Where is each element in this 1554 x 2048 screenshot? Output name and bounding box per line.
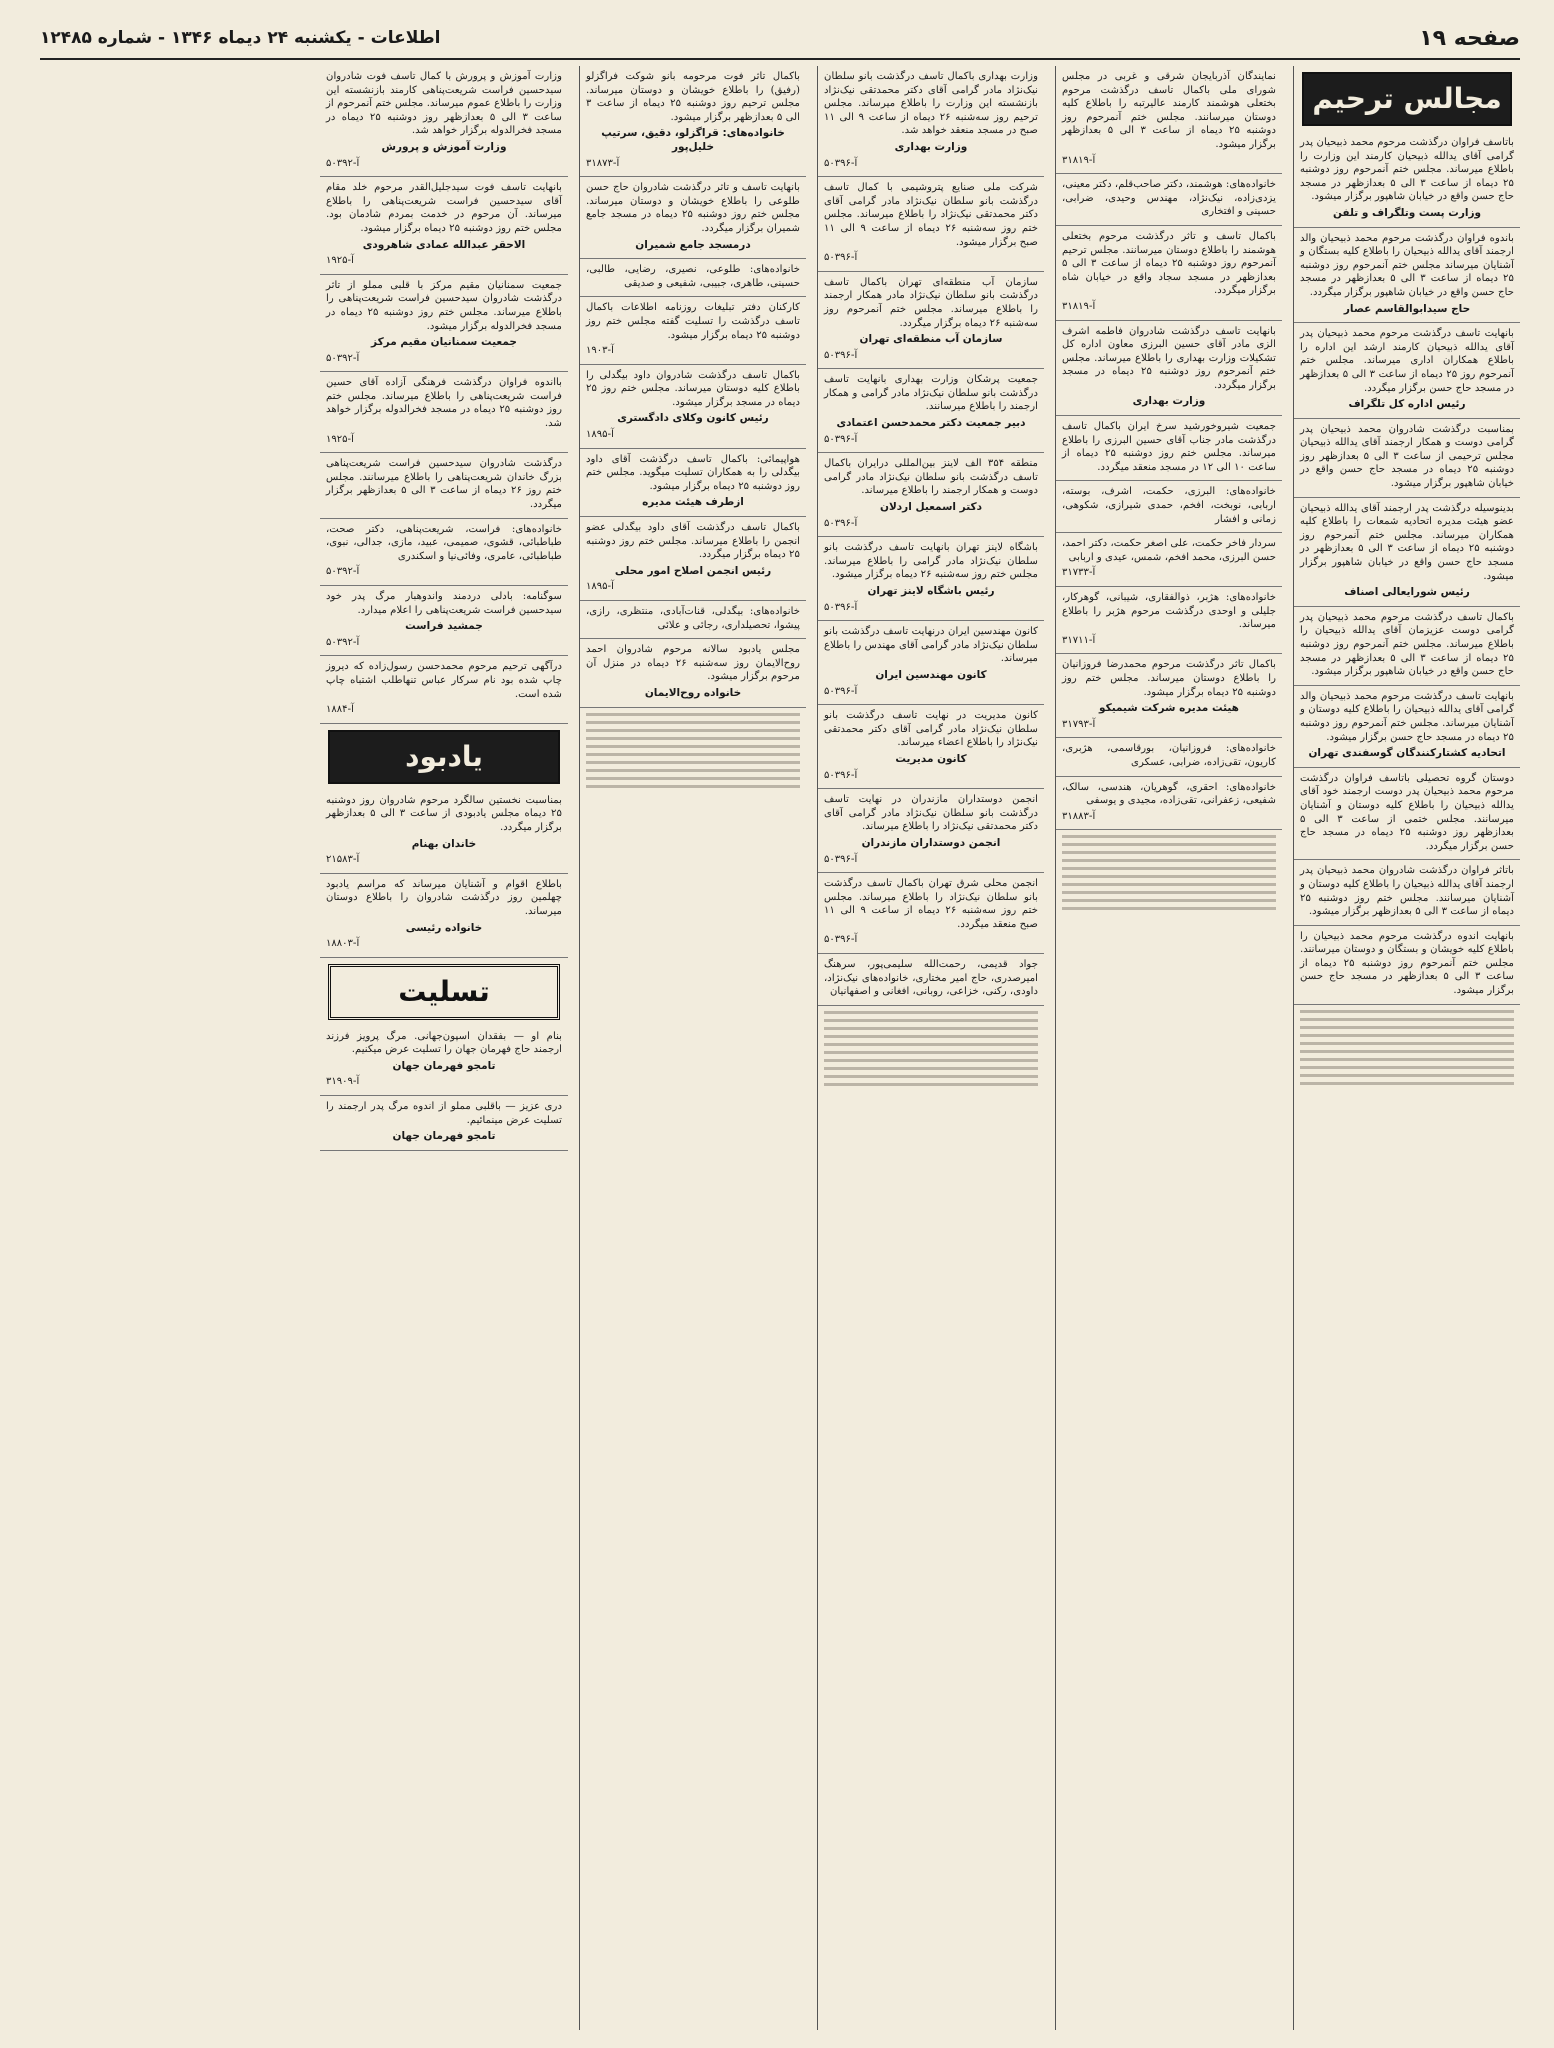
notice: [1294, 686, 1520, 768]
notice-text: خانواده‌های: بیگدلی، قنات‌آبادی، منتظری، رازی، پیشوا، تحصیلداری، رجائی و علائی: [586, 606, 800, 631]
notice-ad-code: آ-۳۱۷۹۳: [1062, 718, 1096, 730]
notice-text: درگذشت شادروان سیدحسین فراست شریعت‌پناهی بزرگ خاندان شریعت‌پناهی را باطلاع میرسانند. مجلس ختم روز ۲۶ دیماه از ساعت ۳ الی ۵ بعدازظهر برگزار میگردد.: [326, 458, 562, 511]
notice-signature: جمشید فراست: [405, 620, 483, 633]
paper-date-line: اطلاعات - یکشنبه ۲۴ دیماه ۱۳۴۶ - شماره ۱۲۴۸۵: [40, 28, 441, 48]
notice: [818, 537, 1044, 621]
notice: [818, 873, 1044, 954]
notice-signature: تامجو فهرمان جهان: [392, 1130, 496, 1143]
notice-text: درآگهی ترحیم مرحوم محمدحسن رسول‌زاده که دیروز چاپ شده بود نام سرکار عباس تنهاطلب اشتباه چاپ شده است.: [326, 661, 562, 700]
notice-signature: هیئت مدیره شرکت شیمیکو: [1099, 702, 1239, 715]
notice: [1056, 321, 1282, 417]
column-2-notices: [1056, 66, 1282, 830]
notice-signature: خانواده رئیسی: [405, 921, 483, 934]
notice: [1056, 654, 1282, 738]
notice-text: بمناسبت درگذشت شادروان محمد ذبیحیان پدر گرامی دوست و همکار ارجمند آقای یدالله ذبیحیان مجلس ترحیمی از ساعت ۳ الی ۵ بعدازظهر روز دوشنبه ۲۵ دیماه در مسجد حاج حسن واقع در خیابان شاهپور برگزار میشود.: [1300, 423, 1515, 490]
notice-text: انجمن محلی شرق تهران باکمال تاسف درگذشت بانو سلطان نیک‌نژاد را باطلاع میرساند. مجلس ختم روز سه‌شنبه ۲۶ دیماه از ساعت ۹ الی ۱۱ صبح منعقد میگردد.: [824, 878, 1038, 930]
notice-ad-code: آ-۳۱۹۰۹: [326, 1076, 360, 1088]
notice-text: وزارت آموزش و پرورش با کمال تاسف فوت شادروان سیدحسین فراست شریعت‌پناهی کارمند بازنشسته این وزارت را باطلاع عموم میرساند. مجلس ختم آنمرحوم از ساعت ۳ الی ۵ بعدازظهر روز دوشنبه ۲۵ دیماه در مسجد فخرالدوله برگزار خواهد شد.: [326, 71, 563, 137]
notice-text: باکمال تاسف درگذشت آقای داود بیگدلی عضو انجمن را باطلاع میرساند. مجلس ختم روز دوشنبه ۲۵ دیماه برگزار میگردد.: [586, 522, 800, 561]
notice-text: کانون مهندسین ایران درنهایت تاسف درگذشت بانو سلطان نیک‌نژاد مادر گرامی آقای مهندس را باطلاع میرساند.: [824, 626, 1038, 665]
notice: [1056, 777, 1282, 831]
notice-text: بانهایت تاسف درگذشت مرحوم محمد ذبیحیان والد گرامی آقای یدالله ذبیحیان را باطلاع کلیه دوستان و آشنایان میرساند. مجلس ختم آنمرحوم روز دوشنبه ۲۵ دیماه در مسجد حاج حسن برگزار میشود.: [1300, 690, 1514, 743]
notice-ad-code: آ-۵۰۳۹۶: [824, 853, 858, 865]
notice: [580, 517, 806, 601]
notice-signature: دکتر اسمعیل اردلان: [880, 501, 982, 514]
notice-text: جواد قدیمی، رحمت‌الله سلیمی‌پور، سرهنگ امیرصدری، حاج امیر مختاری، خانواده‌های نیک‌نژاد، داودی، رکنی، خزاعی، روبانی، افغانی و اصفهانیان: [824, 959, 1038, 998]
notice-text: جمعیت پرشکان وزارت بهداری بانهایت تاسف درگذشت بانو سلطان نیک‌نژاد مادر گرامی و همکار ارجمند را باطلاع میرسانند.: [824, 374, 1038, 413]
notice-signature: وزارت بهداری: [1132, 395, 1206, 408]
notice: [320, 1096, 568, 1151]
notice-text: بدینوسیله درگذشت پدر ارجمند آقای یدالله ذبیحیان عضو هیئت مدیره اتحادیه شمعات را باطلاع کلیه همکاران میرساند. مجلس ختم آنمرحوم روز دوشنبه ۲۵ دیماه از ساعت ۳ الی ۵ بعدازظهر در مسجد حاج حسن واقع در خیابان شاهپور برگزار میشود.: [1300, 502, 1515, 582]
notice-text: کانون مدیریت در نهایت تاسف درگذشت بانو سلطان نیک‌نژاد مادر گرامی آقای دکتر محمدتقی نیک‌نژاد را باطلاع اعضاء میرساند.: [824, 710, 1038, 749]
notice-text: سوگنامه: بادلی دردمند واندوهبار مرگ پدر خود سیدحسین فراست شریعت‌پناهی را اعلام میدارد.: [326, 591, 562, 616]
notice-text: باتاثر فراوان درگذشت شادروان محمد ذبیحیان پدر ارجمند آقای یدالله ذبیحیان را باطلاع کلیه دوستان و آشنایان میرسانند. مجلس ختم روز دوشنبه ۲۵ دیماه از ساعت ۳ الی ۵ بعدازظهر برگزار میشود.: [1300, 865, 1514, 918]
column-5: [320, 66, 568, 2030]
notice-text: بانهایت تاسف فوت سیدجلیل‌القدر مرحوم خلد مقام آقای سیدحسین فراست شریعت‌پناهی را باطلاع میرساند. آن مرحوم در خدمت بمردم شادمان بود. مجلس ختم روز دوشنبه ۲۵ دیماه برگزار میشود.: [326, 182, 562, 234]
notice-signature: خاندان بهنام: [411, 837, 477, 850]
notice-signature: دبیر جمعیت دکتر محمدحسن اعتمادی: [836, 417, 1026, 430]
notice-ad-code: آ-۱۹۰۳: [586, 345, 614, 357]
notice-ad-code: آ-۲۱۵۸۳: [326, 854, 360, 866]
notice-signature: رئیس شورایعالی اصناف: [1344, 586, 1470, 599]
notice: [320, 177, 568, 275]
column-1-notices: [1294, 132, 1520, 1005]
page-number: صفحه ۱۹: [1419, 25, 1520, 51]
notice-ad-code: آ-۵۰۳۹۶: [824, 685, 858, 697]
notice-signature: وزارت بهداری: [894, 140, 968, 153]
notice-text: دوستان گروه تحصیلی باتاسف فراوان درگذشت مرحوم محمد ذبیحیان پدر دوست ارجمند خود آقای یدالله ذبیحیان را باطلاع کلیه دوستان و آشنایان میرسانند. مجلس ختمی از ساعت ۳ الی ۵ بعدازظهر روز دوشنبه ۲۵ دیماه در مسجد حاج حسن برگزار میگردد.: [1300, 772, 1514, 852]
notice-text: دری عزیز — باقلبی مملو از اندوه مرگ پدر ارجمند را تسلیت عرض مینمائیم.: [326, 1101, 562, 1126]
columns-area: [40, 66, 1520, 2030]
notice-text: باشگاه لاینز تهران بانهایت تاسف درگذشت بانو سلطان نیک‌نژاد مادر گرامی را باطلاع میرساند. مجلس ختم روز سه‌شنبه ۲۶ دیماه برگزار میشود.: [824, 542, 1038, 581]
notice-text: بانهایت تاسف و تاثر درگذشت شادروان حاج حسن طلوعی را باطلاع خویشان و دوستان میرساند. مجلس ختم روز دوشنبه ۲۵ دیماه در مسجد جامع شمیران برگزار میگردد.: [586, 182, 800, 234]
notice-ad-code: آ-۵۰۳۹۲: [326, 636, 360, 648]
notice: [1056, 416, 1282, 481]
notice-signature: رئیس انجمن اصلاح امور محلی: [614, 564, 772, 577]
notice-ad-code: آ-۵۰۳۹۶: [824, 769, 858, 781]
notice: [818, 369, 1044, 453]
notice-text: بمناسبت نخستین سالگرد مرحوم شادروان روز دوشنبه ۲۵ دیماه مجلس یادبودی از ساعت ۳ الی ۵ بعدازظهر برگزار میگردد.: [326, 794, 562, 833]
notice: [320, 66, 568, 177]
notice: [818, 453, 1044, 537]
notice-text: باتاسف فراوان درگذشت مرحوم محمد ذبیحیان پدر گرامی آقای یدالله ذبیحیان کارمند این وزارت را باطلاع میرساند. مجلس ختم آنمرحوم روز دوشنبه ۲۵ دیماه از ساعت ۳ الی ۵ بعدازظهر در مسجد حاج حسن واقع در خیابان شاهپور برگزار میشود.: [1300, 137, 1514, 203]
notice-text: خانواده‌های: فراست، شریعت‌پناهی، دکتر صحت، طباطبائی، قشوی، صمیمی، عبید، مازی، جدالی، نبوی، طباطبائی، عامری، وفائی‌نیا و اسکندری: [326, 523, 562, 562]
notice-text: باکمال تاسف و تاثر درگذشت مرحوم بختعلی هوشمند را باطلاع دوستان میرسانند. مجلس ترحیم آنمرحوم روز دوشنبه ۲۵ دیماه از ساعت ۳ الی ۵ بعدازظهر در مسجد سجاد واقع در خیابان شاه برگزار میگردد.: [1062, 230, 1276, 297]
notice-text: انجمن دوستداران مازندران در نهایت تاسف درگذشت بانو سلطان نیک‌نژاد مادر گرامی آقای دکتر محمدتقی نیک‌نژاد را باطلاع میرساند.: [824, 794, 1038, 833]
notice: [1056, 533, 1282, 587]
notice: [580, 639, 806, 707]
notice: [1294, 926, 1520, 1005]
notice-text: خانواده‌های: طلوعی، نصیری، رضایی، طالبی، حسینی، طاهری، جبیبی، شفیعی و صدیقی: [586, 264, 800, 289]
notice-text: سازمان آب منطقه‌ای تهران باکمال تاسف درگذشت بانو سلطان نیک‌نژاد مادر همکار ارجمند را باطلاع میرساند. مجلس ختم آنمرحوم روز سه‌شنبه ۲۶ دیماه برگزار میگردد.: [824, 276, 1038, 329]
notice: [580, 601, 806, 639]
notice: [818, 66, 1044, 177]
notice-text: خانواده‌های: هژبر، ذوالفقاری، شیبانی، گوهرکار، جلیلی و اوحدی درگذشت مرحوم هژبر را باطلاع میرساند.: [1062, 592, 1276, 631]
notice-text: جمعیت شیروخورشید سرخ ایران باکمال تاسف درگذشت مادر جناب آقای حسین البرزی را باطلاع میرساند. مجلس ختم روز دوشنبه ۲۵ دیماه از ساعت ۱۰ الی ۱۲ در مسجد منعقد میگردد.: [1062, 421, 1276, 473]
notice: [1056, 226, 1282, 321]
notice: [320, 275, 568, 373]
notice-text: باکمال تاسف درگذشت شادروان داود بیگدلی را باطلاع کلیه دوستان میرساند. مجلس ختم روز ۲۵ دیماه در مسجد برگزار میشود.: [586, 369, 800, 408]
notice-signature: اتحادیه کشتارکنندگان گوسفندی تهران: [1308, 747, 1506, 760]
notice-ad-code: آ-۵۰۳۹۶: [824, 157, 858, 169]
notice-ad-code: آ-۳۱۸۱۹: [1062, 300, 1096, 312]
notice-text: باکمال تاثر فوت مرحومه بانو شوکت فراگزلو (رفیق) را باطلاع خویشان و دوستان میرساند. مجلس ترحیم روز دوشنبه ۲۵ دیماه از ساعت ۳ الی ۵ بعدازظهر برگزار میشود.: [586, 71, 800, 123]
notice: [320, 1026, 568, 1096]
notice-text: هواپیمائی: باکمال تاسف درگذشت آقای داود بیگدلی را به همکاران تسلیت میگوید. مجلس ختم روز دوشنبه ۲۵ دیماه برگزار میشود.: [586, 453, 800, 492]
notice: [580, 177, 806, 259]
notice-text: باکمال تاسف درگذشت مرحوم محمد ذبیحیان پدر گرامی دوست عزیزمان آقای یدالله ذبیحیان را باطلاع میرساند. مجلس ختم آنمرحوم روز دوشنبه ۲۵ دیماه از ساعت ۳ الی ۵ بعدازظهر در مسجد حاج حسن واقع در خیابان شاهپور برگزار میشود.: [1300, 611, 1514, 678]
section-banner-tasliat: تسلیت: [328, 964, 560, 1020]
notice: [320, 586, 568, 656]
notice-ad-code: آ-۵۰۳۹۶: [824, 349, 858, 361]
notice: [580, 449, 806, 517]
notice: [1056, 174, 1282, 226]
notice-ad-code: آ-۳۱۸۸۳: [1062, 810, 1096, 822]
notice-signature: تامجو فهرمان جهان: [392, 1059, 496, 1072]
notice-signature: کانون مهندسین ایران: [875, 668, 987, 681]
notice-signature: حاج سیدابوالقاسم عصار: [1343, 302, 1471, 315]
notice-text: باکمال تاثر درگذشت مرحوم محمدرضا فروزانیان را باطلاع دوستان میرساند. مجلس ختم روز دوشنبه ۲۵ دیماه برگزار میشود.: [1062, 659, 1276, 698]
column-3: [817, 66, 1044, 2030]
notice: [1294, 419, 1520, 498]
notice-signature: انجمن دوستداران مازندران: [861, 836, 1001, 849]
notice-signature: رئیس اداره کل تلگراف: [1348, 398, 1466, 411]
notice: [1056, 66, 1282, 174]
newspaper-page: [40, 18, 1520, 2030]
notice-text: بانهایت تاسف درگذشت شادروان فاطمه اشرف الزی مادر آقای حسین البرزی معاون اداره کل تشکیلات وزارت بهداری را باطلاع میرساند. مجلس ختم آنمرحوم روز دوشنبه ۲۵ دیماه در مسجد برگزار میگردد.: [1062, 325, 1276, 391]
notice: [818, 621, 1044, 705]
notice-text: خانواده‌های: البرزی، حکمت، اشرف، بوسته، اربابی، نوبخت، افخم، حمدی شیرازی، شکوهی، زمانی و افشار: [1062, 486, 1276, 525]
column-fill: [1062, 835, 1276, 910]
notice-signature: وزارت پست وتلگراف و تلفن: [1332, 206, 1482, 219]
notice: [1056, 587, 1282, 654]
notice: [320, 874, 568, 958]
notice-text: بانهایت تاسف درگذشت مرحوم محمد ذبیحیان پدر آقای یدالله ذبیحیان کارمند ارشد این اداره را باطلاع همکاران اداری میرساند. مجلس ختم آنمرحوم روز ۲۵ دیماه از ساعت ۳ الی ۵ بعدازظهر در مسجد حاج حسن برگزار میگردد.: [1300, 328, 1514, 394]
notice-signature: درمسجد جامع شمیران: [635, 238, 751, 251]
notice: [1294, 228, 1520, 324]
notice: [320, 372, 568, 453]
column-2: [1055, 66, 1282, 2030]
notice-ad-code: آ-۳۱۷۱۱: [1062, 634, 1096, 646]
notice-text: وزارت بهداری باکمال تاسف درگذشت بانو سلطان نیک‌نژاد مادر گرامی آقای دکتر محمدتقی نیک‌نژاد بازنشسته این وزارت را باطلاع میرساند. مجلس ترحیم روز سه‌شنبه ۲۶ دیماه از ساعت ۹ الی ۱۱ صبح در مسجد منعقد خواهد شد.: [824, 71, 1038, 137]
notice-text: نمایندگان آذربایجان شرقی و غربی در مجلس شورای ملی باکمال تاسف درگذشت مرحوم بختعلی هوشمند کارمند عالیرتبه را باطلاع کلیه دوستان میرسانند. مجلس ختم آنمرحوم روز دوشنبه ۲۵ دیماه از ساعت ۳ الی ۵ بعدازظهر برگزار میشود.: [1062, 71, 1277, 150]
notice-signature: ازطرف هیئت مدیره: [642, 496, 744, 509]
notice-text: بااندوه فراوان درگذشت فرهنگی آزاده آقای حسین فراست شریعت‌پناهی را باطلاع میرساند. مجلس ختم روز دوشنبه ۲۵ دیماه در مسجد فخرالدوله برگزار خواهد شد.: [326, 377, 562, 430]
column-fill: [586, 713, 800, 788]
notice: [580, 297, 806, 364]
notice: [1056, 738, 1282, 776]
notice-text: شرکت ملی صنایع پتروشیمی با کمال تاسف درگذشت بانو سلطان نیک‌نژاد مادر گرامی آقای دکتر محمدتقی نیک‌نژاد را باطلاع میرساند. مجلس ختم روز سه‌شنبه ۲۶ دیماه از ساعت ۹ الی ۱۱ صبح برگزار میشود.: [824, 182, 1038, 248]
notice: [1294, 607, 1520, 686]
notice-text: سردار فاخر حکمت، علی اصغر حکمت، دکتر احمد، حسن البرزی، محمد افخم، شمس، عیدی و اربابی: [1062, 538, 1276, 563]
notice-signature: جمعیت سمنانیان مقیم مرکز: [371, 336, 517, 349]
notice-text: مجلس یادبود سالانه مرحوم شادروان احمد روح‌الایمان روز سه‌شنبه ۲۶ دیماه در منزل آن مرحوم برگزار میشود.: [586, 644, 801, 683]
notice-text: بنام او — بفقدان اسپون‌جهانی. مرگ پرویز فرزند ارجمند حاج فهرمان جهان را تسلیت عرض میکنیم.: [326, 1030, 562, 1056]
notice: [818, 272, 1044, 370]
notice: [320, 519, 568, 586]
notice-signature: الاحقر عبدالله عمادی شاهرودی: [362, 238, 526, 251]
notice: [580, 259, 806, 297]
notice-ad-code: آ-۳۱۸۱۹: [1062, 154, 1096, 166]
notice-signature: خانواده‌های: قراگزلو، دقیق، سرتیپ خلیل‌پور: [601, 127, 785, 153]
notice-text: باطلاع اقوام و آشنایان میرساند که مراسم یادبود چهلمین روز درگذشت شادروان را باطلاع دوستان میرساند.: [326, 878, 562, 917]
notice-ad-code: آ-۱۹۲۵: [326, 433, 354, 445]
notice-ad-code: آ-۵۰۳۹۲: [326, 157, 360, 169]
notice-signature: وزارت آموزش و پرورش: [381, 140, 507, 153]
notice-signature: سازمان آب منطقه‌ای تهران: [859, 333, 1003, 346]
notice: [1056, 481, 1282, 533]
notice-ad-code: آ-۱۸۸۰۳: [326, 938, 360, 950]
page-header: [40, 18, 1520, 60]
notice: [818, 705, 1044, 789]
notice: [320, 656, 568, 723]
notice-ad-code: آ-۳۱۸۷۳: [586, 157, 620, 169]
notice-text: خانواده‌های: فروزانیان، بورقاسمی، هژبری، کاریون، تقی‌زاده، ضرابی، عسکری: [1062, 743, 1276, 768]
notice-ad-code: آ-۵۰۳۹۶: [824, 252, 858, 264]
notice-text: جمعیت سمنانیان مقیم مرکز با قلبی مملو از تاثر درگذشت شادروان سیدحسین فراست شریعت‌پناهی را باطلاع میرساند. مجلس ختم روز دوشنبه ۲۵ دیماه در مسجد فخرالدوله برگزار میشود.: [326, 279, 562, 332]
notice: [320, 453, 568, 518]
notice-ad-code: آ-۵۰۳۹۶: [824, 601, 858, 613]
column-1: [1293, 66, 1520, 2030]
notice-text: منطقه ۳۵۴ الف لاینز بین‌المللی درایران باکمال تاسف درگذشت بانو سلطان نیک‌نژاد مادر گرامی دوست و همکار ارجمند را باطلاع میرساند.: [824, 458, 1038, 497]
notice-ad-code: آ-۵۰۳۹۲: [326, 352, 360, 364]
notice-signature: رئیس باشگاه لاینز تهران: [867, 585, 995, 597]
notice: [580, 365, 806, 449]
notice-signature: کانون مدیریت: [895, 752, 967, 765]
section-banner-majalese-tarhim: مجالس ترحیم: [1302, 72, 1512, 126]
notice-text: خانواده‌های: هوشمند، دکتر صاحب‌قلم، دکتر معینی، یزدی‌زاده، نیک‌نژاد، مهندس وحیدی، ضرابی، حسینی و افتخاری: [1062, 179, 1276, 218]
notice-ad-code: آ-۵۰۳۹۲: [326, 566, 360, 578]
notice: [1294, 323, 1520, 419]
notice-text: باندوه فراوان درگذشت مرحوم محمد ذبیحیان والد ارجمند آقای یدالله ذبیحیان را باطلاع کلیه بستگان و آشنایان میرساند مجلس ختم آنمرحوم روز دوشنبه ۲۵ دیماه از ساعت ۳ الی ۵ بعدازظهر در مسجد حاج حسن واقع در خیابان شاهپور برگزار میگردد.: [1300, 232, 1514, 298]
column-5-tasliat-notices: [320, 1026, 568, 1151]
notice-signature: خانواده روح‌الایمان: [644, 686, 742, 699]
notice: [1294, 498, 1520, 607]
notice-ad-code: آ-۱۸۸۴: [326, 704, 354, 716]
column-5-yadbood-notices: [320, 790, 568, 958]
notice-ad-code: آ-۵۰۳۹۶: [824, 433, 858, 445]
notice-text: بانهایت اندوه درگذشت مرحوم محمد ذبیحیان را باطلاع کلیه خویشان و بستگان و دوستان میرسانند. مجلس ختم آنمرحوم روز دوشنبه ۲۵ دیماه از ساعت ۳ الی ۵ بعدازظهر در مسجد حاج حسن برگزار میشود.: [1300, 930, 1514, 997]
column-5-notices: [320, 66, 568, 724]
column-fill: [1300, 1010, 1514, 1085]
notice-ad-code: آ-۵۰۳۹۶: [824, 517, 858, 529]
column-fill: [824, 1011, 1038, 1086]
notice: [320, 790, 568, 874]
notice: [1294, 132, 1520, 228]
notice: [580, 66, 806, 177]
notice: [1294, 768, 1520, 861]
notice: [1294, 860, 1520, 925]
notice-text: خانواده‌های: احقری، گوهریان، هندسی، سالک، شفیعی، زعفرانی، تقی‌زاده، مجیدی و یوسفی: [1062, 781, 1276, 807]
notice-ad-code: آ-۱۹۲۵: [326, 255, 354, 267]
column-3-notices: [818, 66, 1044, 1006]
notice-text: کارکنان دفتر تبلیغات روزنامه اطلاعات باکمال تاسف درگذشت را تسلیت گفته مجلس ختم روز دوشنبه ۲۵ دیماه برگزار میشود.: [586, 302, 800, 341]
column-4-notices: [580, 66, 806, 708]
notice-ad-code: آ-۱۸۹۵: [586, 429, 614, 441]
notice-ad-code: آ-۳۱۷۳۳: [1062, 567, 1096, 579]
notice-ad-code: آ-۵۰۳۹۶: [824, 934, 858, 946]
section-banner-yadbood: یادبود: [328, 730, 560, 784]
notice-signature: رئیس کانون وکلای دادگستری: [617, 412, 769, 425]
column-4: [579, 66, 806, 2030]
notice: [818, 954, 1044, 1006]
notice: [818, 177, 1044, 272]
notice-ad-code: آ-۱۸۹۵: [586, 581, 614, 593]
notice: [818, 789, 1044, 873]
